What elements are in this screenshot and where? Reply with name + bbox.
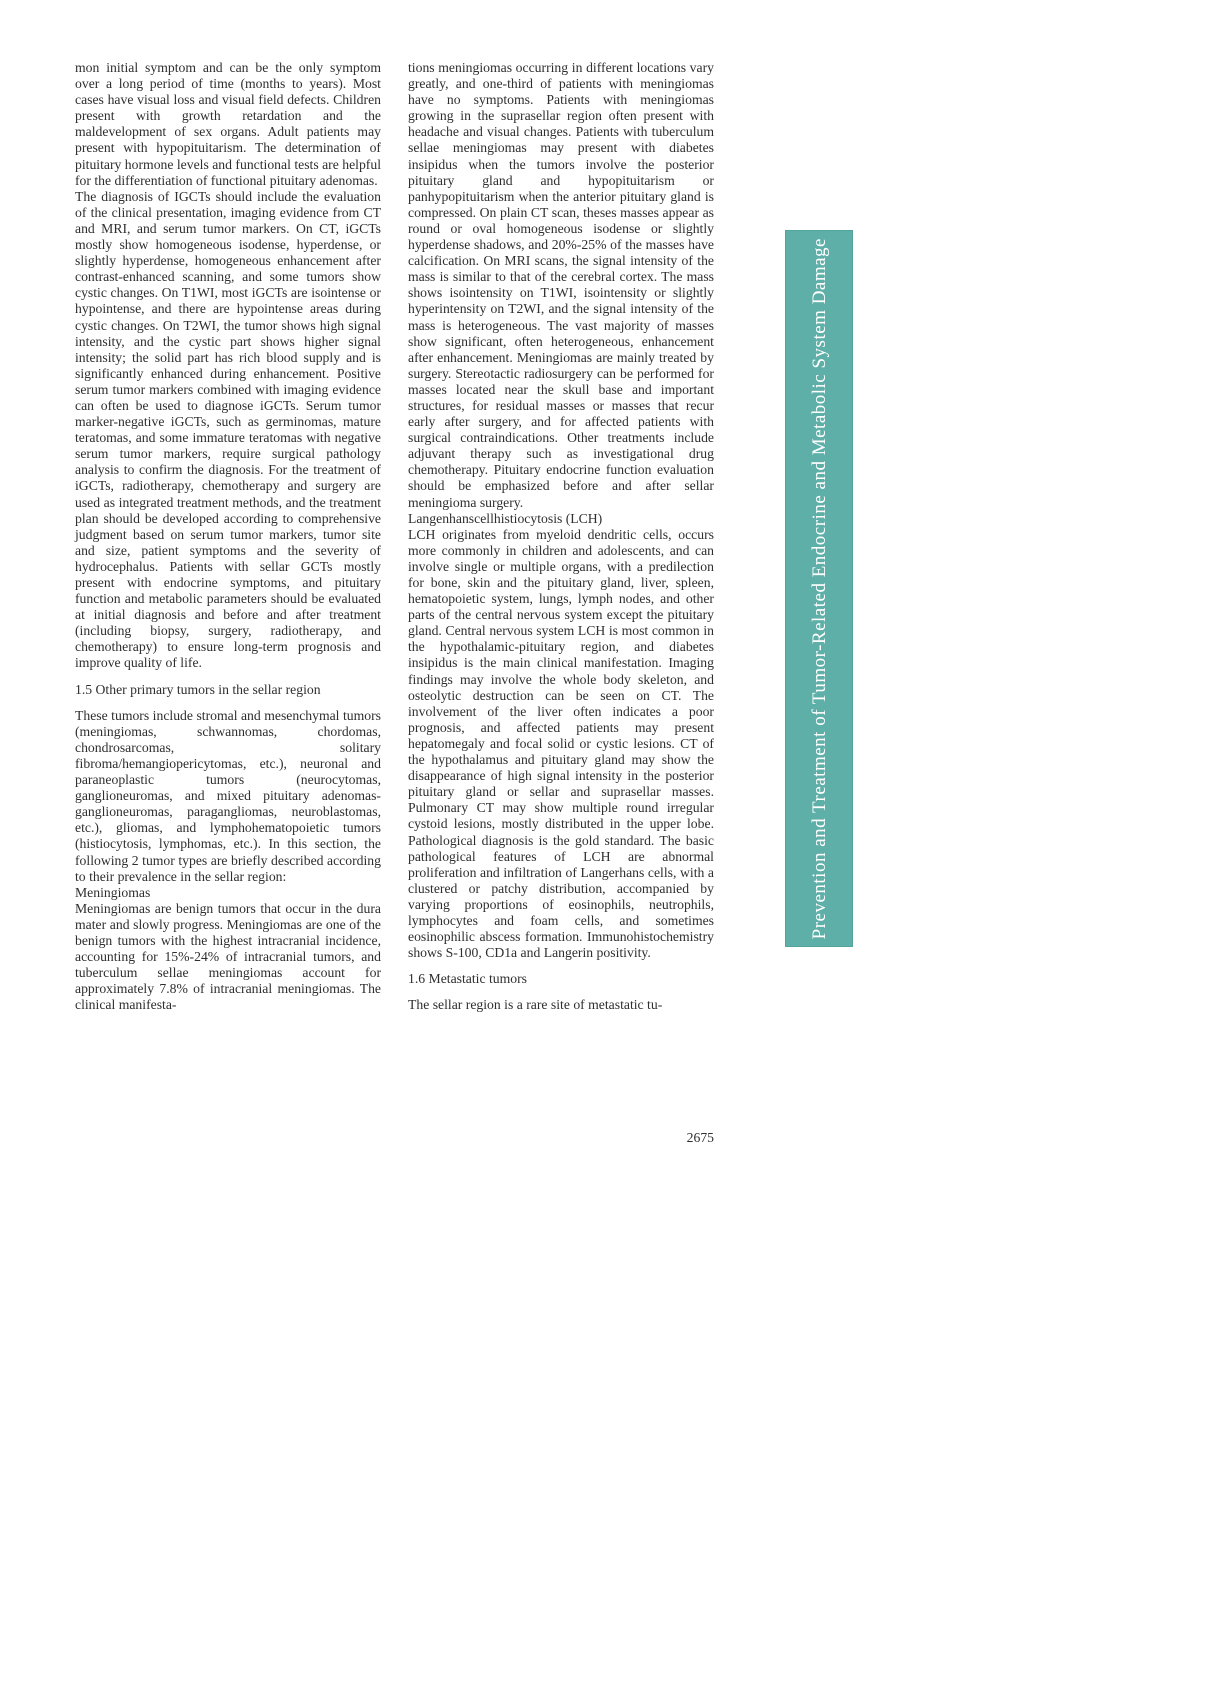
right-column	[408, 60, 714, 1013]
chapter-banner-text: Prevention and Treatment of Tumor-Related Endocrine and Metabolic System Damage	[808, 237, 830, 940]
subheading-lch: Langenhanscellhistiocytosis (LCH)	[408, 510, 603, 526]
paragraph-igct-diagnosis: The diagnosis of IGCTs should include the evaluation of the clinical presentation, imaging evidence from CT and MRI, and serum tumor markers. On CT, iGCTs mostly show homogeneous isodense, hyperdense, or slightly hyperdense, homogeneous enhancement after contrast-enhanced scanning, and some tumors show cystic changes. On T1WI, most iGCTs are isointense or hypointense, and there are hypointense areas during cystic changes. On T2WI, the tumor shows high signal intensity, and the cystic part shows higher signal intensity; the solid part has rich blood supply and is significantly enhanced during enhancement. Positive serum tumor markers combined with imaging evidence can often be used to diagnose iGCTs. Serum tumor marker-negative iGCTs, such as germinomas, mature teratomas, and some immature teratomas with negative serum tumor markers, require surgical pathology analysis to confirm the diagnosis. For the treatment of iGCTs, radiotherapy, chemotherapy and surgery are used as integrated treatment methods, and the treatment plan should be developed according to comprehensive judgment based on serum tumor markers, tumor site and size, patient symptoms and the severity of hydrocephalus. Patients with sellar GCTs mostly present with endocrine symptoms, and pituitary function and metabolic parameters should be evaluated at initial diagnosis and before and after treatment (including biopsy, surgery, radiotherapy, and chemotherapy) to ensure long-term prognosis and improve quality of life.	[75, 188, 381, 671]
paragraph-other-primary-tumors: These tumors include stromal and mesenchymal tumors (meningiomas, schwannomas, chordomas, chondrosarcomas, solitary fibroma/hemangiopericytomas, etc.), neuronal and paraneoplastic tumors (neurocytomas, ganglioneuromas, and mixed pituitary adenomas-ganglioneuromas, paragangliomas, neuroblastomas, etc.), gliomas, and lymphohematopoietic tumors (histiocytosis, lymphomas, etc.). In this section, the following 2 tumor types are briefly described according to their prevalence in the sellar region:	[75, 707, 381, 884]
section-heading-1-6: 1.6 Metastatic tumors	[408, 971, 527, 987]
paragraph-lch: LCH originates from myeloid dendritic cells, occurs more commonly in children and adolescents, and can involve single or multiple organs, with a predilection for bone, skin and the pituitary gland, liver, spleen, hematopoietic system, lungs, lymph nodes, and other parts of the central nervous system except the pituitary gland. Central nervous system LCH is most common in the hypothalamic-pituitary region, and diabetes insipidus is the main clinical manifestation. Imaging findings may involve the whole body skeleton, and osteolytic destruction can be seen on CT. The involvement of the liver often indicates a poor prognosis, and affected patients may present hepatomegaly and focal solid or cystic lesions. CT of the hypothalamus and pituitary gland may show the disappearance of high signal intensity in the posterior pituitary gland or sellar and suprasellar masses. Pulmonary CT may show multiple round irregular cystoid lesions, mostly distributed in the upper lobe. Pathological diagnosis is the gold standard. The basic pathological features of LCH are abnormal proliferation and infiltration of Langerhans cells, with a clustered or patchy distribution, accompanied by varying proportions of eosinophils, neutrophils, lymphocytes and foam cells, and sometimes eosinophilic abscess formation. Immunohistochemistry shows S-100, CD1a and Langerin positivity.	[408, 526, 714, 961]
left-column	[75, 60, 381, 1013]
page-number: 2675	[686, 1130, 714, 1145]
chapter-banner	[785, 230, 853, 947]
section-heading-1-5: 1.5 Other primary tumors in the sellar region	[75, 681, 321, 697]
paragraph-meningiomas-continued: tions meningiomas occurring in different locations vary greatly, and one-third of patients with meningiomas have no symptoms. Patients with meningiomas growing in the suprasellar region often present with headache and visual changes. Patients with tuberculum sellae meningiomas may present with diabetes insipidus when the tumors involve the posterior pituitary gland and hypopituitarism or panhypopituitarism when the anterior pituitary gland is compressed. On plain CT scan, theses masses appear as round or oval homogeneous isodense or slightly hyperdense shadows, and 20%-25% of the masses have calcification. On MRI scans, the signal intensity of the mass is similar to that of the cerebral cortex. The mass shows isointensity on T1WI, isointensity or slightly hyperintensity on T2WI, and the signal intensity of the mass is heterogeneous. The vast majority of masses show significant, often heterogeneous, enhancement after enhancement. Meningiomas are mainly treated by surgery. Stereotactic radiosurgery can be performed for masses located near the skull base and important structures, for residual masses or masses that recur early after surgery, and for affected patients with surgical contraindications. Other treatments include adjuvant therapy such as investigational drug chemotherapy. Pituitary endocrine function evaluation should be emphasized before and after sellar meningioma surgery.	[408, 60, 714, 510]
paragraph-metastatic-tumors: The sellar region is a rare site of metastatic tu-	[408, 997, 663, 1013]
paragraph-meningiomas: Meningiomas are benign tumors that occur in the dura mater and slowly progress. Meningiomas are one of the benign tumors with the highest intracranial incidence, accounting for 15%-24% of intracranial tumors, and tuberculum sellae meningiomas account for approximately 7.8% of intracranial meningiomas. The clinical manifesta-	[75, 900, 381, 1013]
paragraph-continuation: mon initial symptom and can be the only symptom over a long period of time (months to years). Most cases have visual loss and visual field defects. Children present with growth retardation and the maldevelopment of sex organs. Adult patients may present with hypopituitarism. The determination of pituitary hormone levels and functional tests are helpful for the differentiation of functional pituitary adenomas.	[75, 60, 381, 188]
subheading-meningiomas: Meningiomas	[75, 884, 151, 900]
